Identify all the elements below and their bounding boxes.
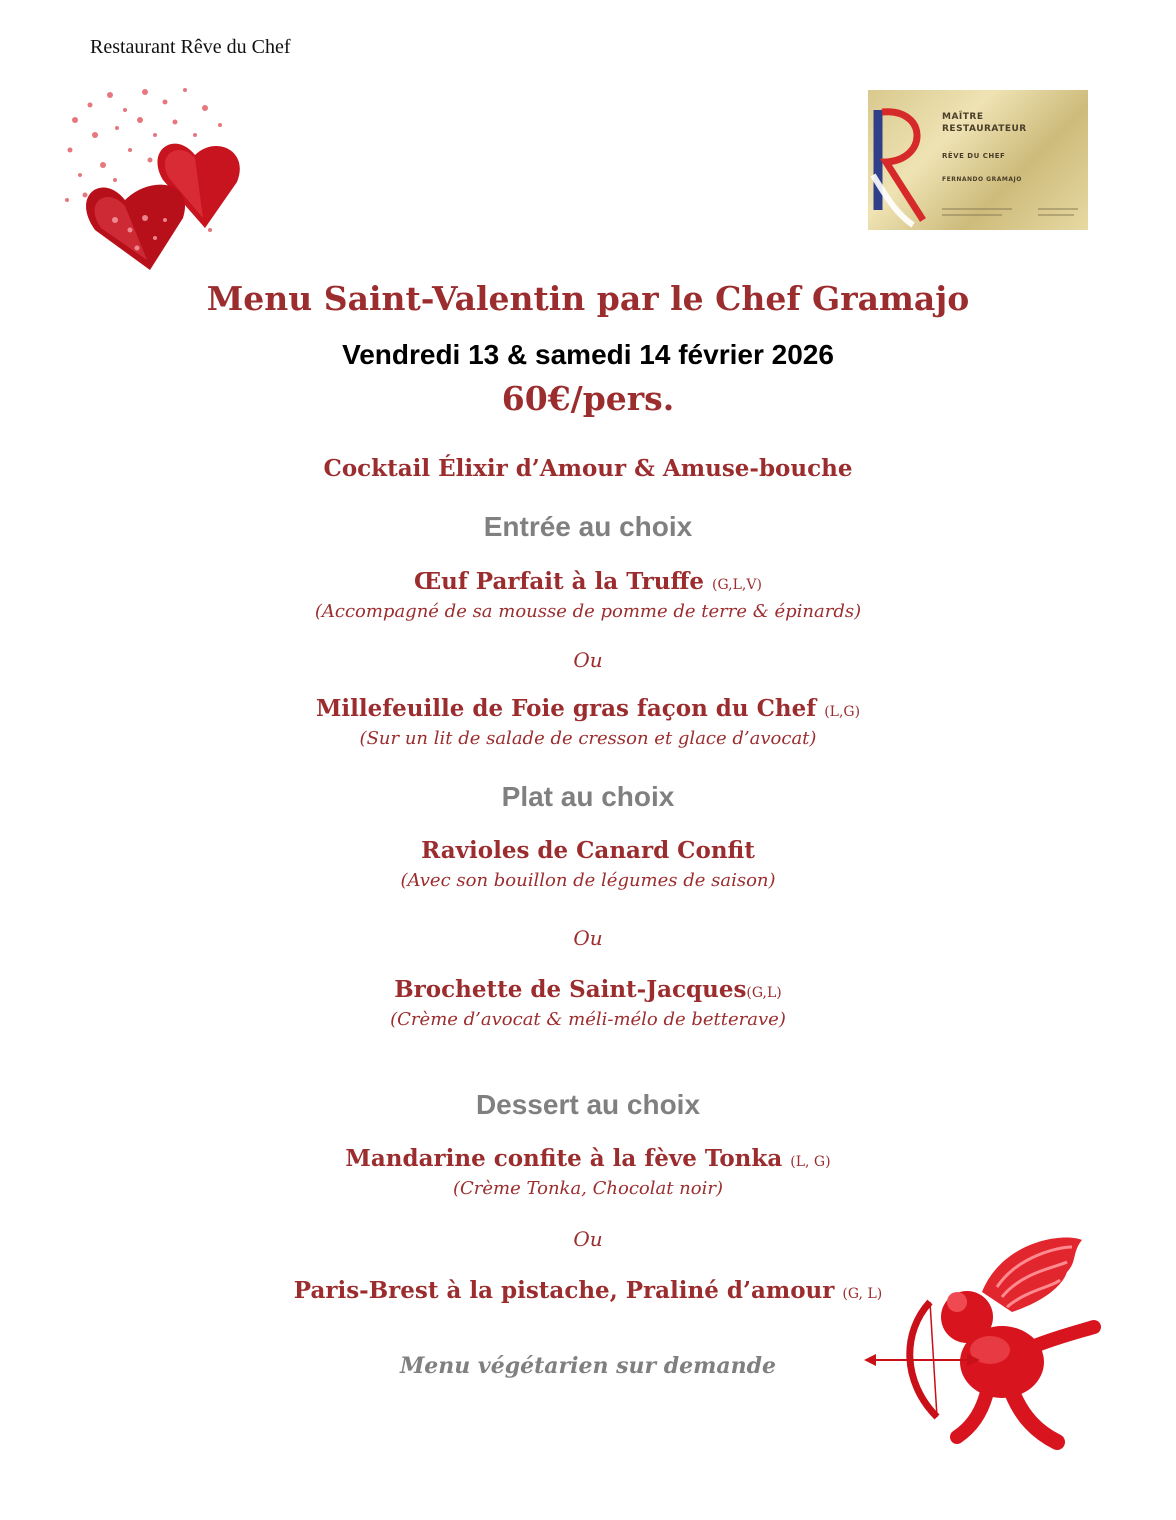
menu-dates: Vendredi 13 & samedi 14 février 2026 [342, 339, 834, 370]
restaurant-name: Restaurant Rêve du Chef [90, 36, 291, 58]
plaque-line-1: MAÎTRE [942, 112, 984, 122]
or-separator: Ou [573, 926, 603, 950]
plaque-line-4: FERNANDO GRAMAJO [942, 176, 1022, 183]
plat-dish-1-name: Ravioles de Canard Confit [421, 837, 755, 864]
dessert-dish-1 [0, 1145, 1176, 1172]
entree-heading: Entrée au choix [483, 511, 693, 542]
menu-aperitif: Cocktail Élixir d’Amour & Amuse-bouche [323, 455, 853, 482]
dessert-dish-2-tags: (G, L) [842, 1286, 883, 1302]
hearts-illustration [55, 80, 245, 275]
maitre-restaurateur-plaque [868, 90, 1088, 230]
menu-price: 60€/pers. [501, 379, 675, 418]
plat-heading: Plat au choix [501, 781, 675, 812]
menu-title: Menu Saint-Valentin par le Chef Gramajo [206, 279, 970, 318]
plat-dish-2 [0, 976, 1176, 1003]
vegetarian-note: Menu végétarien sur demande [399, 1353, 777, 1379]
dessert-heading: Dessert au choix [475, 1089, 701, 1120]
entree-dish-2-desc: (Sur un lit de salade de cresson et glace d’avocat) [359, 728, 817, 749]
dessert-dish-1-desc: (Crème Tonka, Chocolat noir) [453, 1178, 723, 1199]
plaque-line-3: RÊVE DU CHEF [942, 152, 1006, 160]
plat-dish-1-desc: (Avec son bouillon de légumes de saison) [400, 870, 776, 891]
entree-dish-1-tags: (G,L,V) [712, 577, 762, 593]
entree-dish-1 [0, 568, 1176, 595]
plaque-line-2: RESTAURATEUR [942, 124, 1027, 134]
entree-dish-2 [0, 695, 1176, 722]
dessert-dish-1-tags: (L, G) [790, 1154, 831, 1170]
entree-dish-1-name: Œuf Parfait à la Truffe [414, 568, 713, 595]
entree-dish-2-tags: (L,G) [824, 704, 861, 720]
entree-dish-2-name: Millefeuille de Foie gras façon du Chef [315, 695, 825, 722]
plat-dish-2-name: Brochette de Saint-Jacques [394, 976, 747, 1003]
or-separator: Ou [573, 1227, 603, 1251]
cupid-illustration [862, 1232, 1102, 1457]
dessert-dish-1-name: Mandarine confite à la fève Tonka [345, 1145, 791, 1172]
dessert-dish-2-name: Paris-Brest à la pistache, Praliné d’amour [293, 1277, 843, 1304]
or-separator: Ou [573, 648, 603, 672]
plat-dish-1 [0, 837, 1176, 864]
plat-dish-2-desc: (Crème d’avocat & méli-mélo de betterave) [390, 1009, 786, 1030]
plat-dish-2-tags: (G,L) [746, 985, 782, 1001]
entree-dish-1-desc: (Accompagné de sa mousse de pomme de terre & épinards) [314, 601, 862, 622]
plaque-logo-icon [868, 90, 948, 230]
